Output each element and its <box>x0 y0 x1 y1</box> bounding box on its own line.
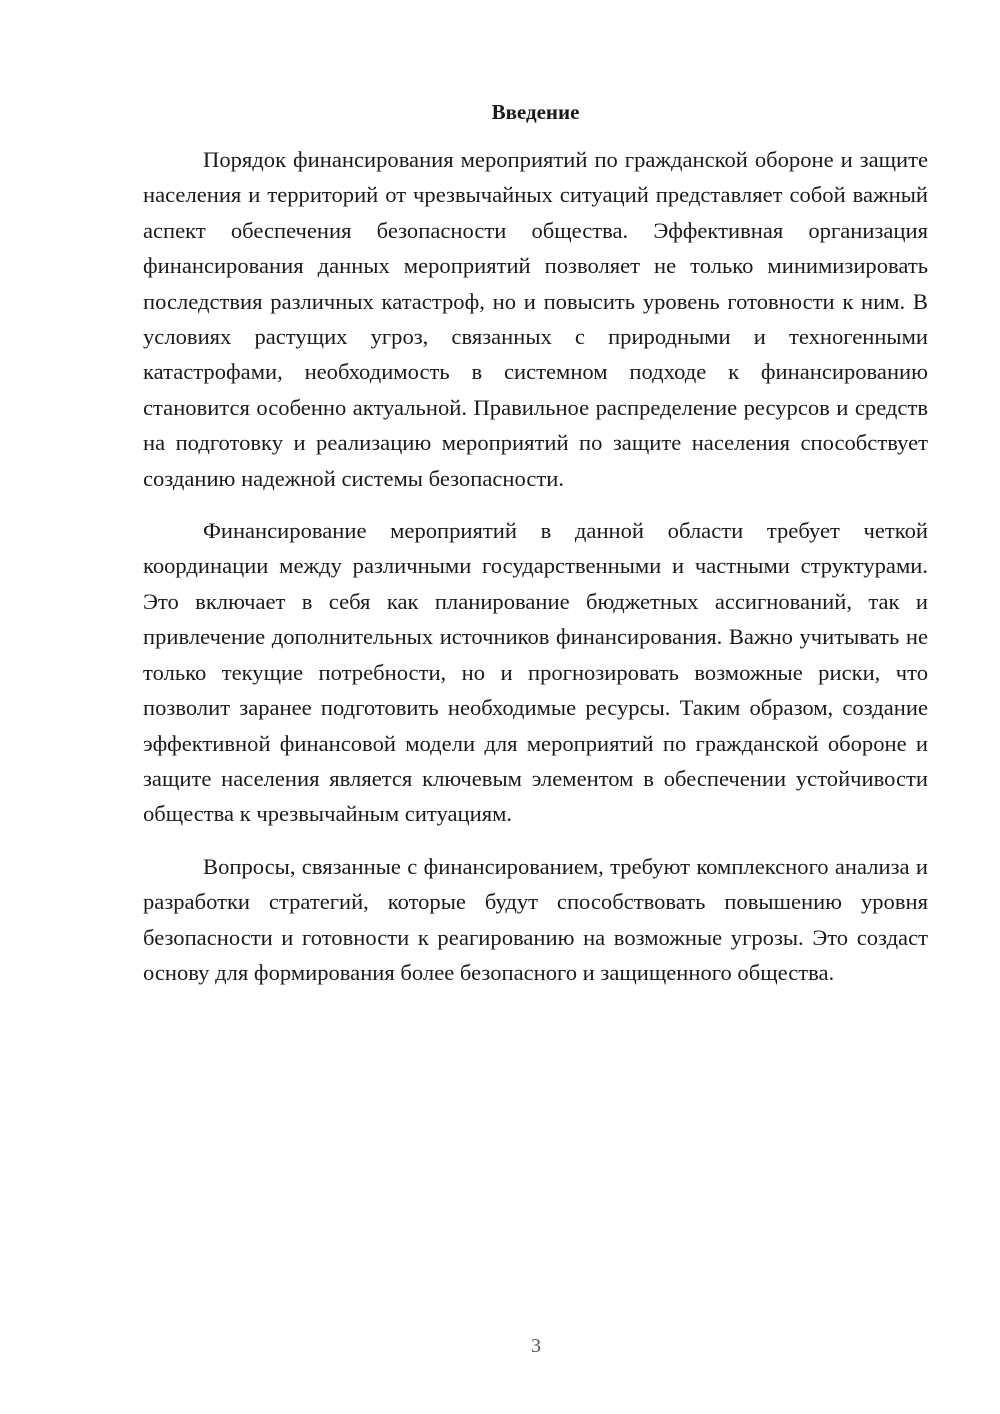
paragraph-2: Финансирование мероприятий в данной области требует четкой координации между различными государственными и частными структурами. Это включает в себя как планирование бюджетных ассигнований, так и привлечение дополнительных источников финансирования. Важно учитывать не только текущие потребности, но и прогнозировать возможные риски, что позволит заранее подготовить необходимые ресурсы. Таким образом, создание эффективной финансовой модели для мероприятий по гражданской обороне и защите населения является ключевым элементом в обеспечении устойчивости общества к чрезвычайным ситуациям. <box>143 518 928 827</box>
body-text <box>143 142 928 1007</box>
section-title: Введение <box>491 100 580 124</box>
paragraph-1: Порядок финансирования мероприятий по гражданской обороне и защите населения и территорий от чрезвычайных ситуаций представляет собой важный аспект обеспечения безопасности общества. Эффективная организация финансирования данных мероприятий позволяет не только минимизировать последствия различных катастроф, но и повысить уровень готовности к ним. В условиях растущих угроз, связанных с природными и техногенными катастрофами, необходимость в системном подходе к финансированию становится особенно актуальной. Правильное распределение ресурсов и средств на подготовку и реализацию мероприятий по защите населения способствует созданию надежной системы безопасности. <box>143 147 928 491</box>
page-number: 3 <box>531 1335 541 1357</box>
paragraph-3: Вопросы, связанные с финансированием, требуют комплексного анализа и разработки стратегий, которые будут способствовать повышению уровня безопасности и готовности к реагированию на возможные угрозы. Это создаст основу для формирования более безопасного и защищенного общества. <box>143 853 928 985</box>
